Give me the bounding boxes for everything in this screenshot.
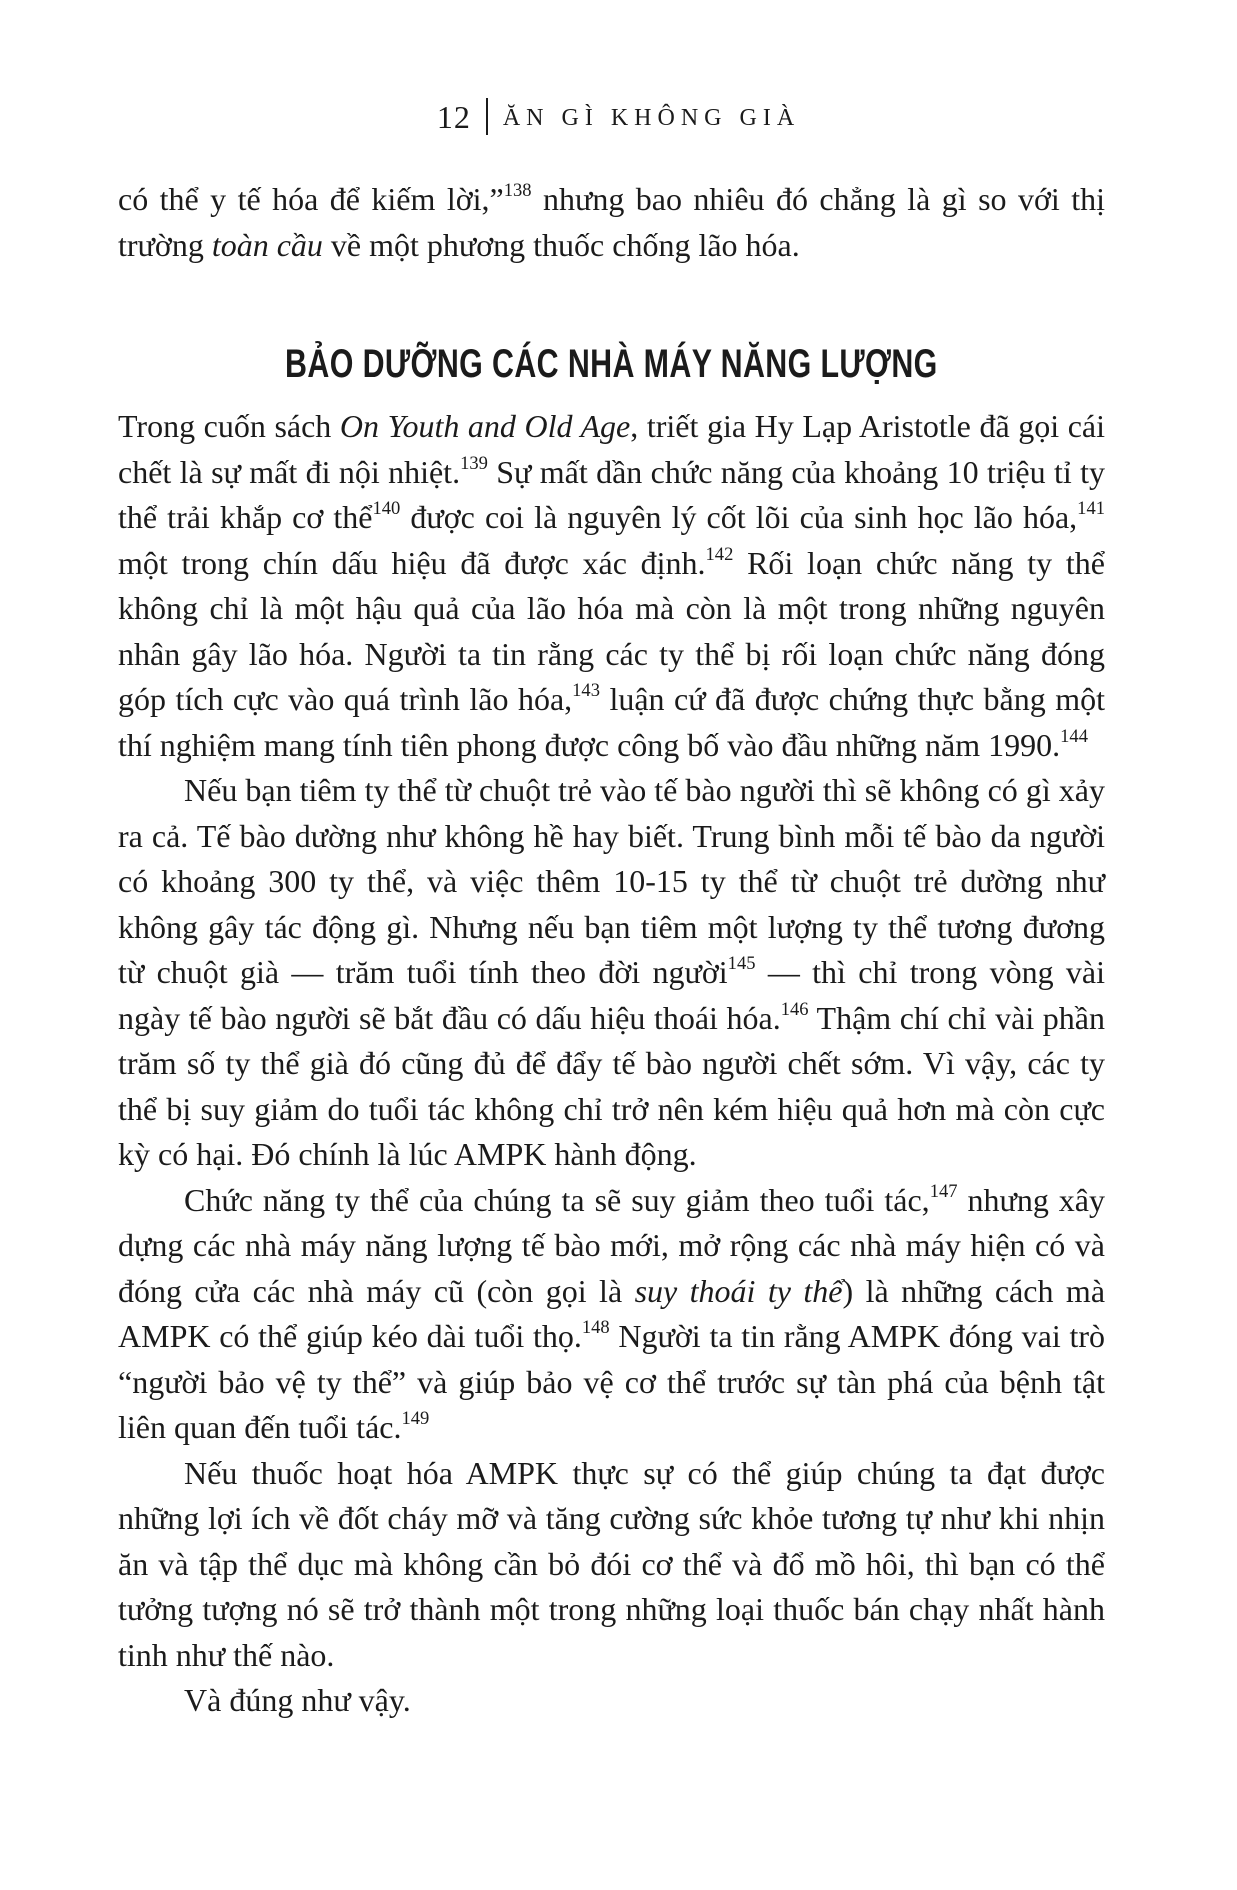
text-run: nhưng xây dựng các nhà máy năng lượng tế bào mới, mở rộng các nhà máy hiện có và đóng cửa các nhà máy cũ (còn gọi là: [118, 1181, 1106, 1309]
footnote-ref: 149: [401, 1408, 430, 1430]
text-run: có thể y tế hóa để kiếm lời,”: [118, 181, 504, 217]
section-heading: [118, 342, 1105, 386]
running-head: [0, 0, 1237, 135]
footnote-ref: 144: [1060, 725, 1088, 747]
footnote-ref: 145: [727, 953, 756, 975]
text-run: luận cứ đã được chứng thực bằng một thí nghiệm mang tính tiên phong được công bố vào đầu những năm 1990.: [118, 681, 1106, 763]
page-content: [118, 177, 1105, 1724]
text-run: Sự mất dần chức năng của khoảng 10 triệu tỉ ty thể trải khắp cơ thể: [118, 453, 1106, 535]
footnote-ref: 139: [460, 452, 488, 474]
paragraph-closing: [118, 1678, 1105, 1724]
text-run: Rối loạn chức năng ty thể không chỉ là một hậu quả của lão hóa mà còn là một trong những nguyên nhân gây lão hóa. Người ta tin rằng các ty thể bị rối loạn chức năng đóng góp tích cực vào quá trình lão hóa,: [118, 544, 1106, 717]
text-run: được coi là nguyên lý cốt lõi của sinh học lão hóa,: [400, 499, 1078, 535]
footnote-ref: 147: [929, 1180, 958, 1202]
footnote-ref: 146: [780, 998, 809, 1020]
paragraph: [118, 1178, 1105, 1451]
italic-text: On Youth and Old Age: [339, 408, 631, 444]
text-run: ) là những cách mà AMPK có thể giúp kéo dài tuổi thọ.: [118, 1272, 1106, 1354]
paragraph: [118, 1451, 1105, 1679]
footnote-ref: 140: [372, 498, 401, 520]
footnote-ref: 138: [503, 180, 532, 202]
italic-text: toàn cầu: [211, 226, 323, 263]
paragraph-continuation: [118, 177, 1105, 268]
header-divider: [486, 98, 488, 135]
text-run: Người ta tin rằng AMPK đóng vai trò “người bảo vệ ty thể” và giúp bảo vệ cơ thể trước sự tàn phá của bệnh tật liên quan đến tuổi tác.: [118, 1318, 1106, 1445]
text-run: Trong cuốn sách: [118, 408, 340, 444]
text-run: Nếu thuốc hoạt hóa AMPK thực sự có thể giúp chúng ta đạt được những lợi ích về đốt cháy mỡ và tăng cường sức khỏe tương tự như khi nhịn ăn và tập thể dục mà không cần bỏ đói cơ thể và đổ mồ hôi, thì bạn có thể tưởng tượng nó sẽ trở thành một trong những loại thuốc bán chạy nhất hành tinh như thế nào.: [118, 1454, 1105, 1673]
paragraph: [118, 404, 1105, 768]
text-run: Chức năng ty thể của chúng ta sẽ suy giảm theo tuổi tác,: [184, 1181, 930, 1218]
paragraph: [118, 768, 1105, 1178]
section-heading-text: BẢO DƯỠNG CÁC NHÀ MÁY NĂNG LƯỢNG: [285, 342, 938, 386]
page-number: 12: [436, 98, 471, 135]
footnote-ref: 142: [705, 543, 734, 565]
text-run: , triết gia Hy Lạp Aristotle đã gọi cái chết là sự mất đi nội nhiệt.: [118, 408, 1106, 490]
text-run: về một phương thuốc chống lão hóa.: [322, 226, 800, 263]
footnote-ref: 141: [1077, 498, 1105, 520]
text-run: một trong chín dấu hiệu đã được xác định.: [118, 544, 706, 581]
italic-text: suy thoái ty thể: [634, 1272, 843, 1309]
text-run: Nếu bạn tiêm ty thể từ chuột trẻ vào tế bào người thì sẽ không có gì xảy ra cả. Tế bào dường như không hề hay biết. Trung bình mỗi tế bào da người có khoảng 300 ty thể, và việc thêm 10-15 ty thể từ chuột trẻ dường như không gây tác động gì. Nhưng nếu bạn tiêm một lượng ty thể tương đương từ chuột già — trăm tuổi tính theo đời người: [118, 772, 1105, 990]
text-run: — thì chỉ trong vòng vài ngày tế bào người sẽ bắt đầu có dấu hiệu thoái hóa.: [118, 954, 1106, 1036]
footnote-ref: 143: [572, 680, 600, 702]
text-run: nhưng bao nhiêu đó chẳng là gì so với thị trường: [118, 181, 1106, 263]
book-title: ĂN GÌ KHÔNG GIÀ: [502, 105, 801, 131]
footnote-ref: 148: [581, 1317, 610, 1339]
text-run: Và đúng như vậy.: [184, 1682, 411, 1718]
text-run: Thậm chí chỉ vài phần trăm số ty thể già đó cũng đủ để đẩy tế bào người chết sớm. Vì vậy, các ty thể bị suy giảm do tuổi tác không chỉ trở nên kém hiệu quả hơn mà còn cực kỳ có hại. Đó chính là lúc AMPK hành động.: [118, 999, 1106, 1172]
